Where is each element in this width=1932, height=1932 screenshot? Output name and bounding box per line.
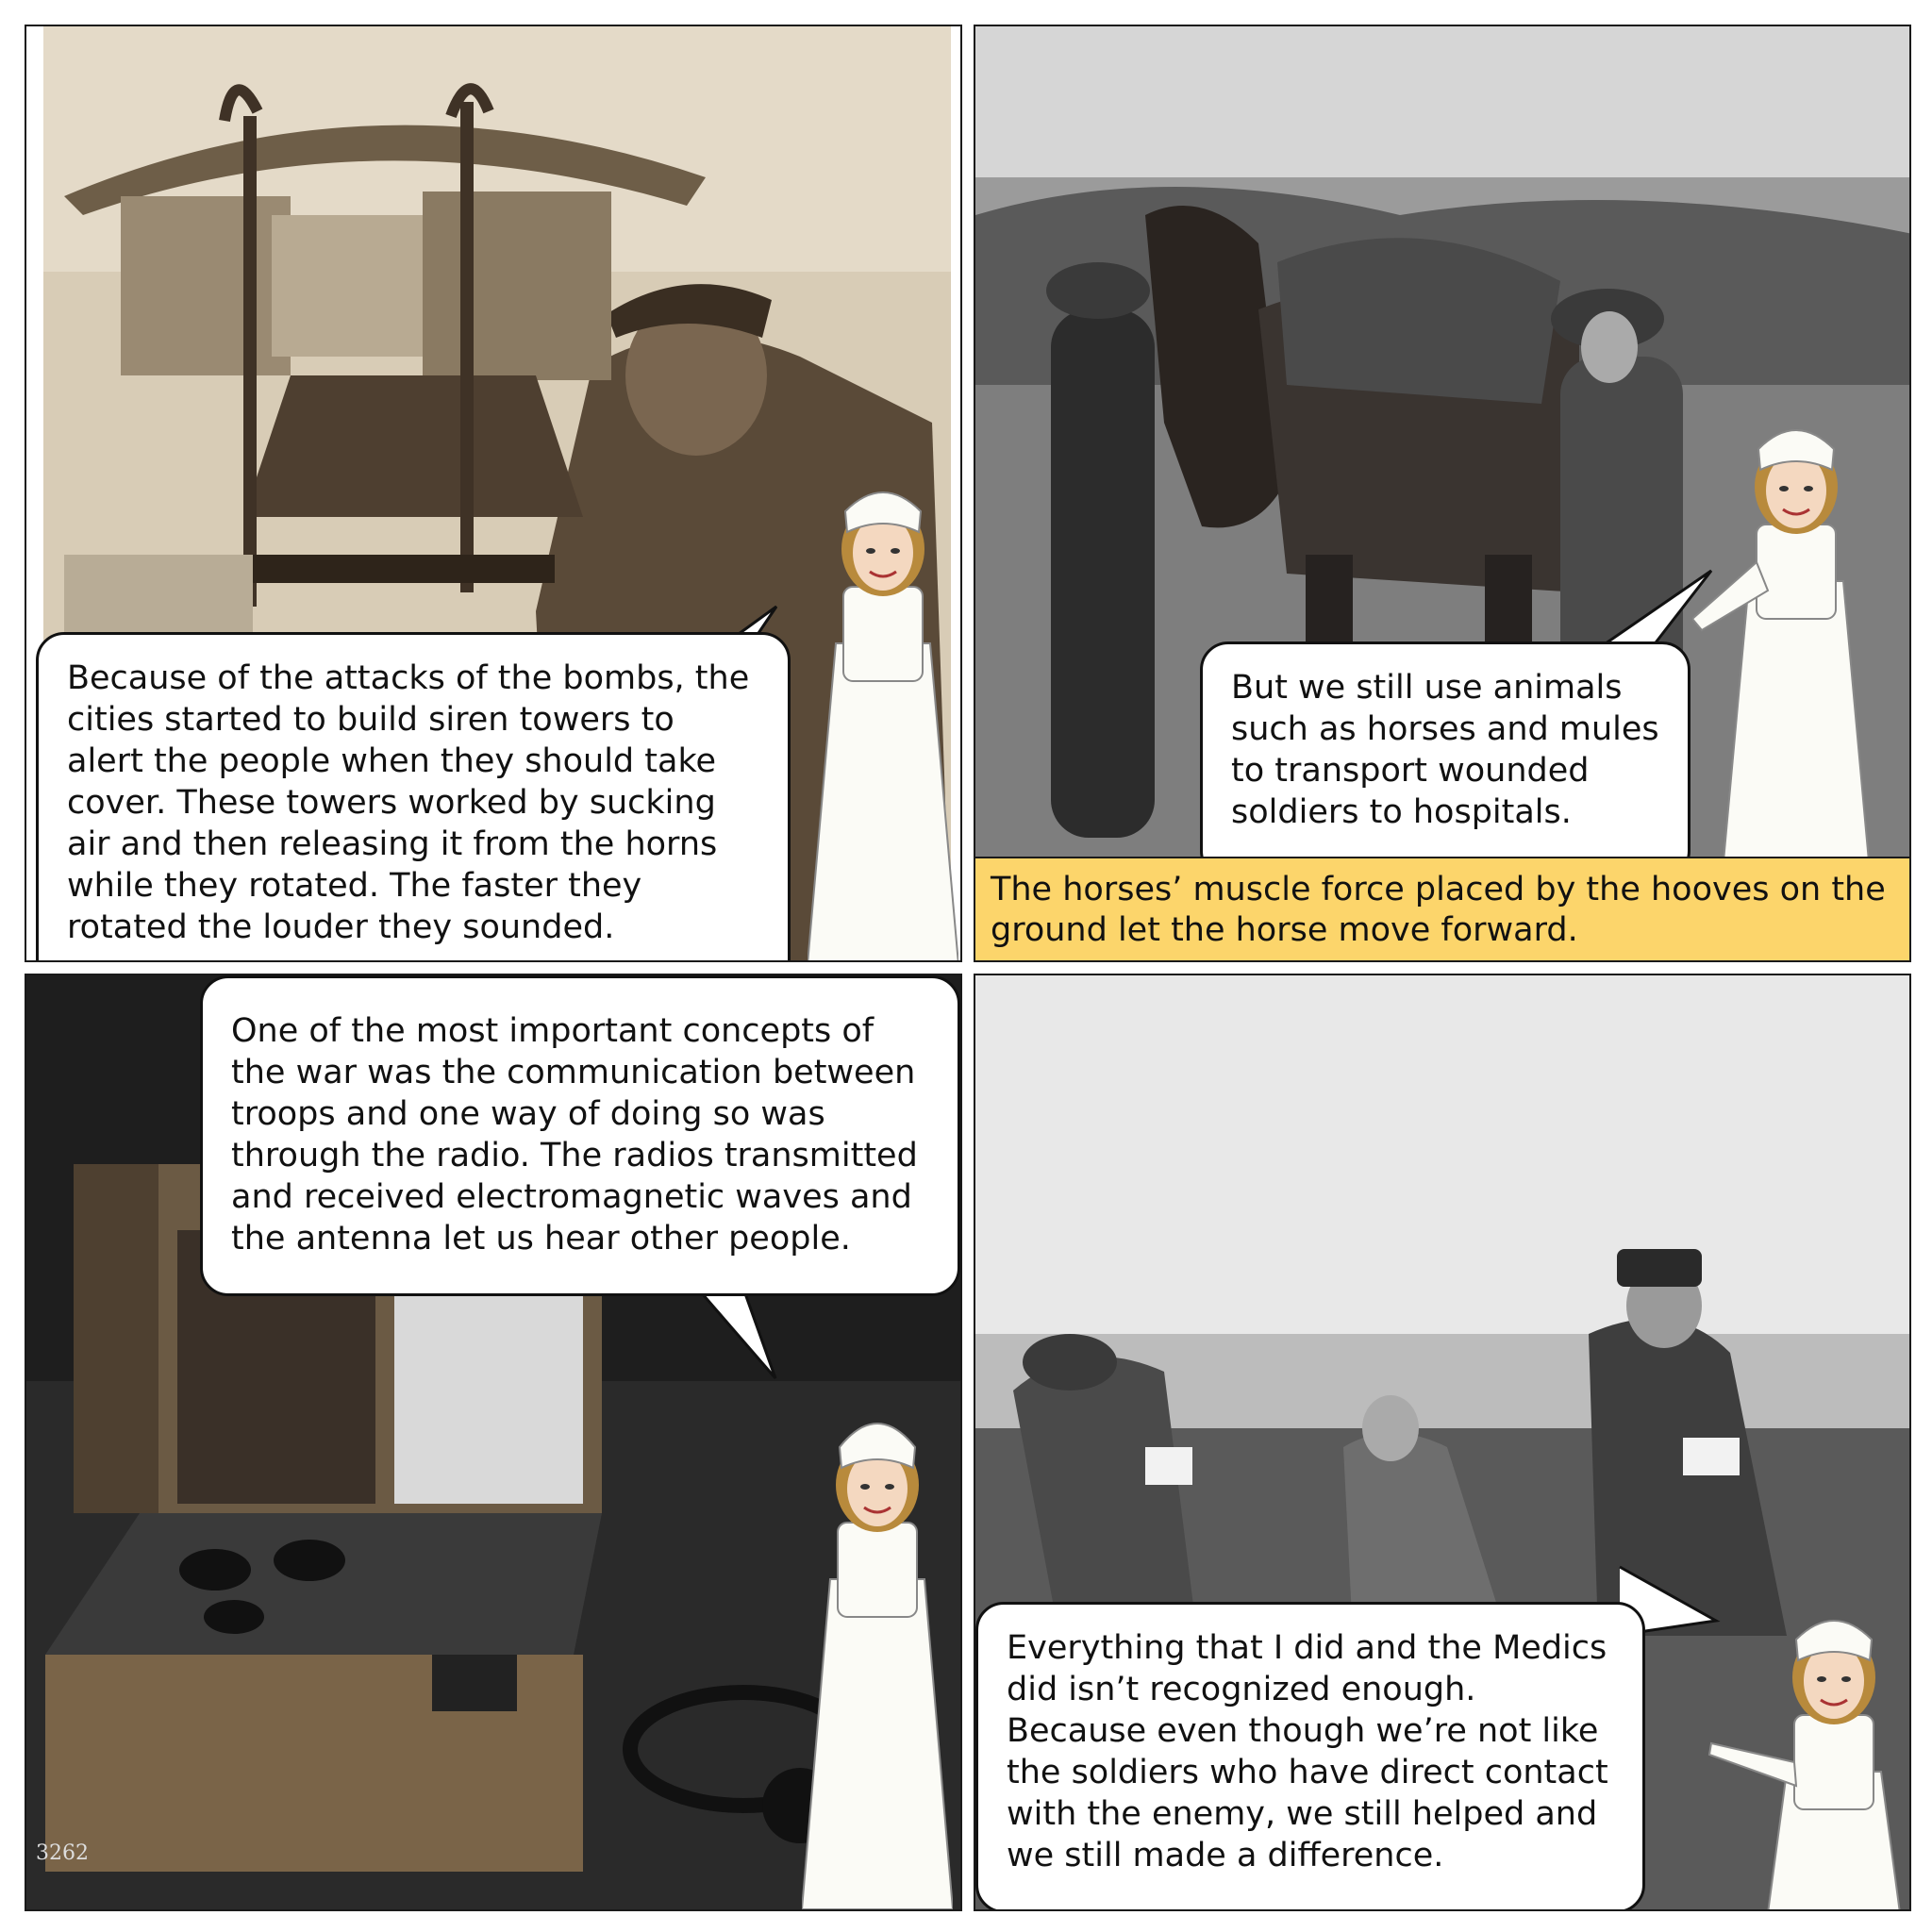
speech-bubble-radio — [200, 975, 960, 1296]
speech-bubble-horses — [1200, 641, 1690, 879]
nurse-character — [808, 474, 958, 962]
speech-bubble-medics — [975, 1602, 1645, 1911]
speech-bubble-siren — [36, 632, 791, 962]
panel-horses — [974, 25, 1911, 962]
speech-bubble-text: But we still use animals such as horses and mules to transport wounded soldiers to hospitals. — [1231, 669, 1659, 831]
caption-text: The horses’ muscle force placed by the hooves on the ground let the horse move forward. — [991, 871, 1886, 949]
panel-radio — [25, 974, 962, 1911]
speech-bubble-text: One of the most important concepts of the war was the communication between troops and one way of doing so was through the radio. The radios transmitted and received electromagnetic waves and the antenna let us hear other people. — [231, 1012, 918, 1257]
narration-caption — [975, 857, 1909, 960]
speech-bubble-text: Everything that I did and the Medics did isn’t recognized enough. Because even though we’re not like the soldiers who have direct contact with the enemy, we still helped and we still made a difference. — [1007, 1629, 1608, 1874]
panel-medics — [974, 974, 1911, 1911]
photo-archive-number: 3262 — [36, 1841, 89, 1865]
speech-bubble-tail — [1593, 568, 1716, 653]
speech-bubble-text: Because of the attacks of the bombs, the cities started to build siren towers to alert the people when they should take cover. These towers worked by sucking air and then releasing it from the horns while they rotated. The faster they rotated the louder they sounded. — [67, 659, 750, 946]
nurse-character — [1692, 421, 1881, 892]
panel-siren-tower — [25, 25, 962, 962]
nurse-character — [1702, 1602, 1909, 1911]
nurse-character — [802, 1400, 953, 1909]
